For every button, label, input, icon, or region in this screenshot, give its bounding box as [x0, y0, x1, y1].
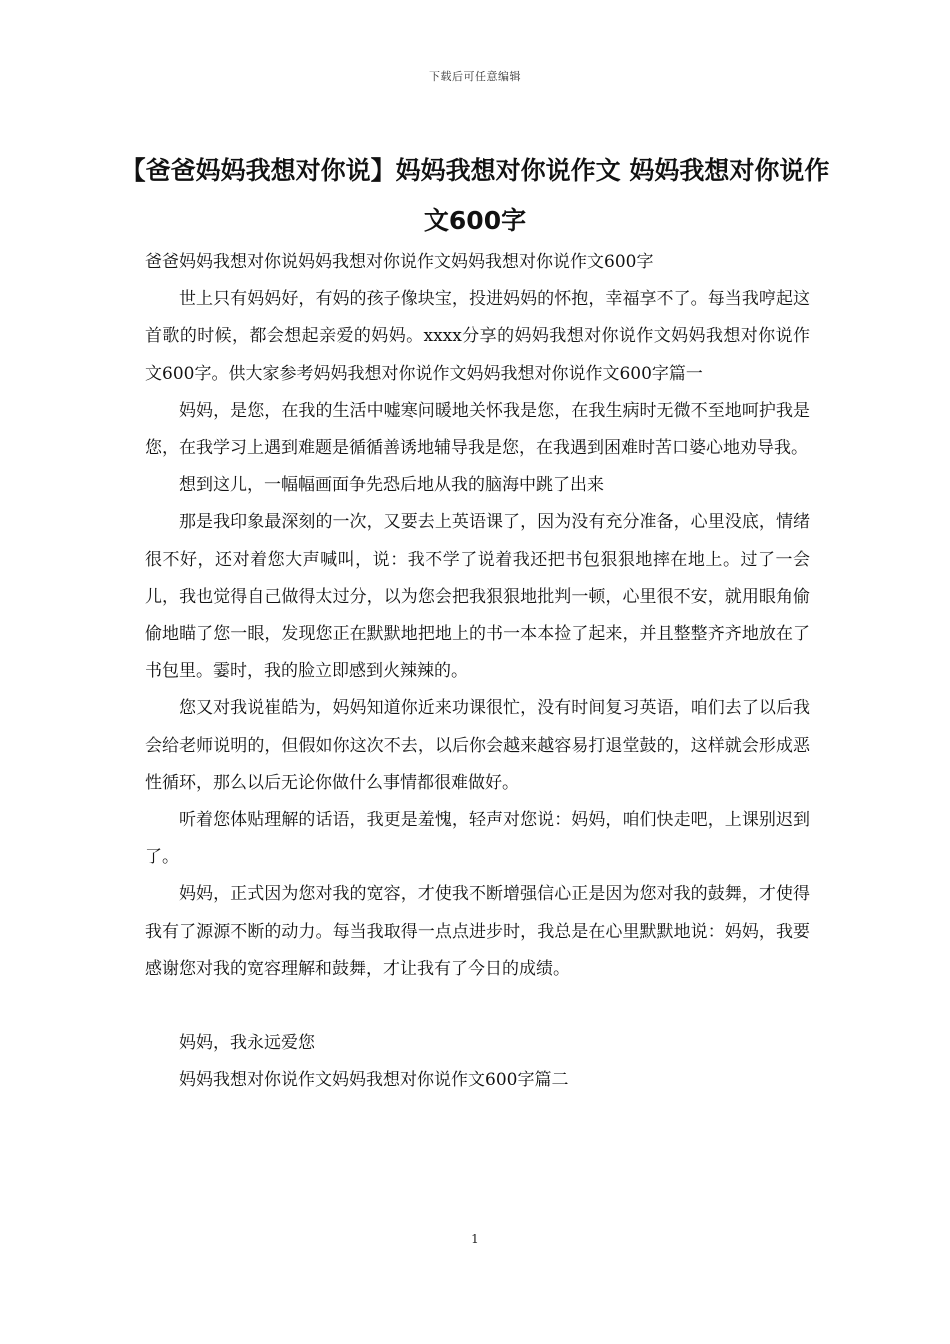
document-title: 【爸爸妈妈我想对你说】妈妈我想对你说作文 妈妈我想对你说作文600字 — [120, 156, 830, 235]
paragraph: 那是我印象最深刻的一次，又要去上英语课了，因为没有充分准备，心里没底，情绪很不好，还对着您大声喊叫，说：我不学了说着我还把书包狠狠地摔在地上。过了一会儿，我也觉得自己做得太过分，以为您会把我狠狠地批判一顿，心里很不安，就用眼角偷偷地瞄了您一眼，发现您正在默默地把地上的书一本本捡了起来，并且整整齐齐地放在了书包里。霎时，我的脸立即感到火辣辣的。 — [145, 512, 810, 682]
paragraph: 想到这儿，一幅幅画面争先恐后地从我的脑海中跳了出来 — [179, 475, 604, 496]
header-note: 下载后可任意编辑 — [429, 70, 521, 83]
paragraph: 世上只有妈妈好，有妈的孩子像块宝，投进妈妈的怀抱，幸福享不了。每当我哼起这首歌的时候，都会想起亲爱的妈妈。xxxx分享的妈妈我想对你说作文妈妈我想对你说作文600字。供大家参考妈妈我想对你说作文妈妈我想对你说作文600字篇一 — [145, 289, 810, 384]
page-number: 1 — [471, 1232, 479, 1246]
paragraph: 妈妈，我永远爱您 — [179, 1033, 315, 1054]
document-body — [145, 244, 810, 1099]
paragraph-subtitle: 爸爸妈妈我想对你说妈妈我想对你说作文妈妈我想对你说作文600字 — [145, 252, 654, 272]
paragraph: 您又对我说崔皓为，妈妈知道你近来功课很忙，没有时间复习英语，咱们去了以后我会给老师说明的，但假如你这次不去，以后你会越来越容易打退堂鼓的，这样就会形成恶性循环，那么以后无论你做什么事情都很难做好。 — [145, 698, 810, 793]
paragraph: 妈妈，是您，在我的生活中嘘寒问暖地关怀我是您，在我生病时无微不至地呵护我是您，在我学习上遇到难题是循循善诱地辅导我是您，在我遇到困难时苦口婆心地劝导我。 — [145, 400, 810, 459]
paragraph: 听着您体贴理解的话语，我更是羞愧，轻声对您说：妈妈，咱们快走吧，上课别迟到了。 — [145, 810, 810, 868]
paragraph: 妈妈我想对你说作文妈妈我想对你说作文600字篇二 — [179, 1070, 569, 1091]
paragraph: 妈妈，正式因为您对我的宽容，才使我不断增强信心正是因为您对我的鼓舞，才使得我有了源源不断的动力。每当我取得一点点进步时，我总是在心里默默地说：妈妈，我要感谢您对我的宽容理解和鼓舞，才让我有了今日的成绩。 — [145, 884, 810, 979]
